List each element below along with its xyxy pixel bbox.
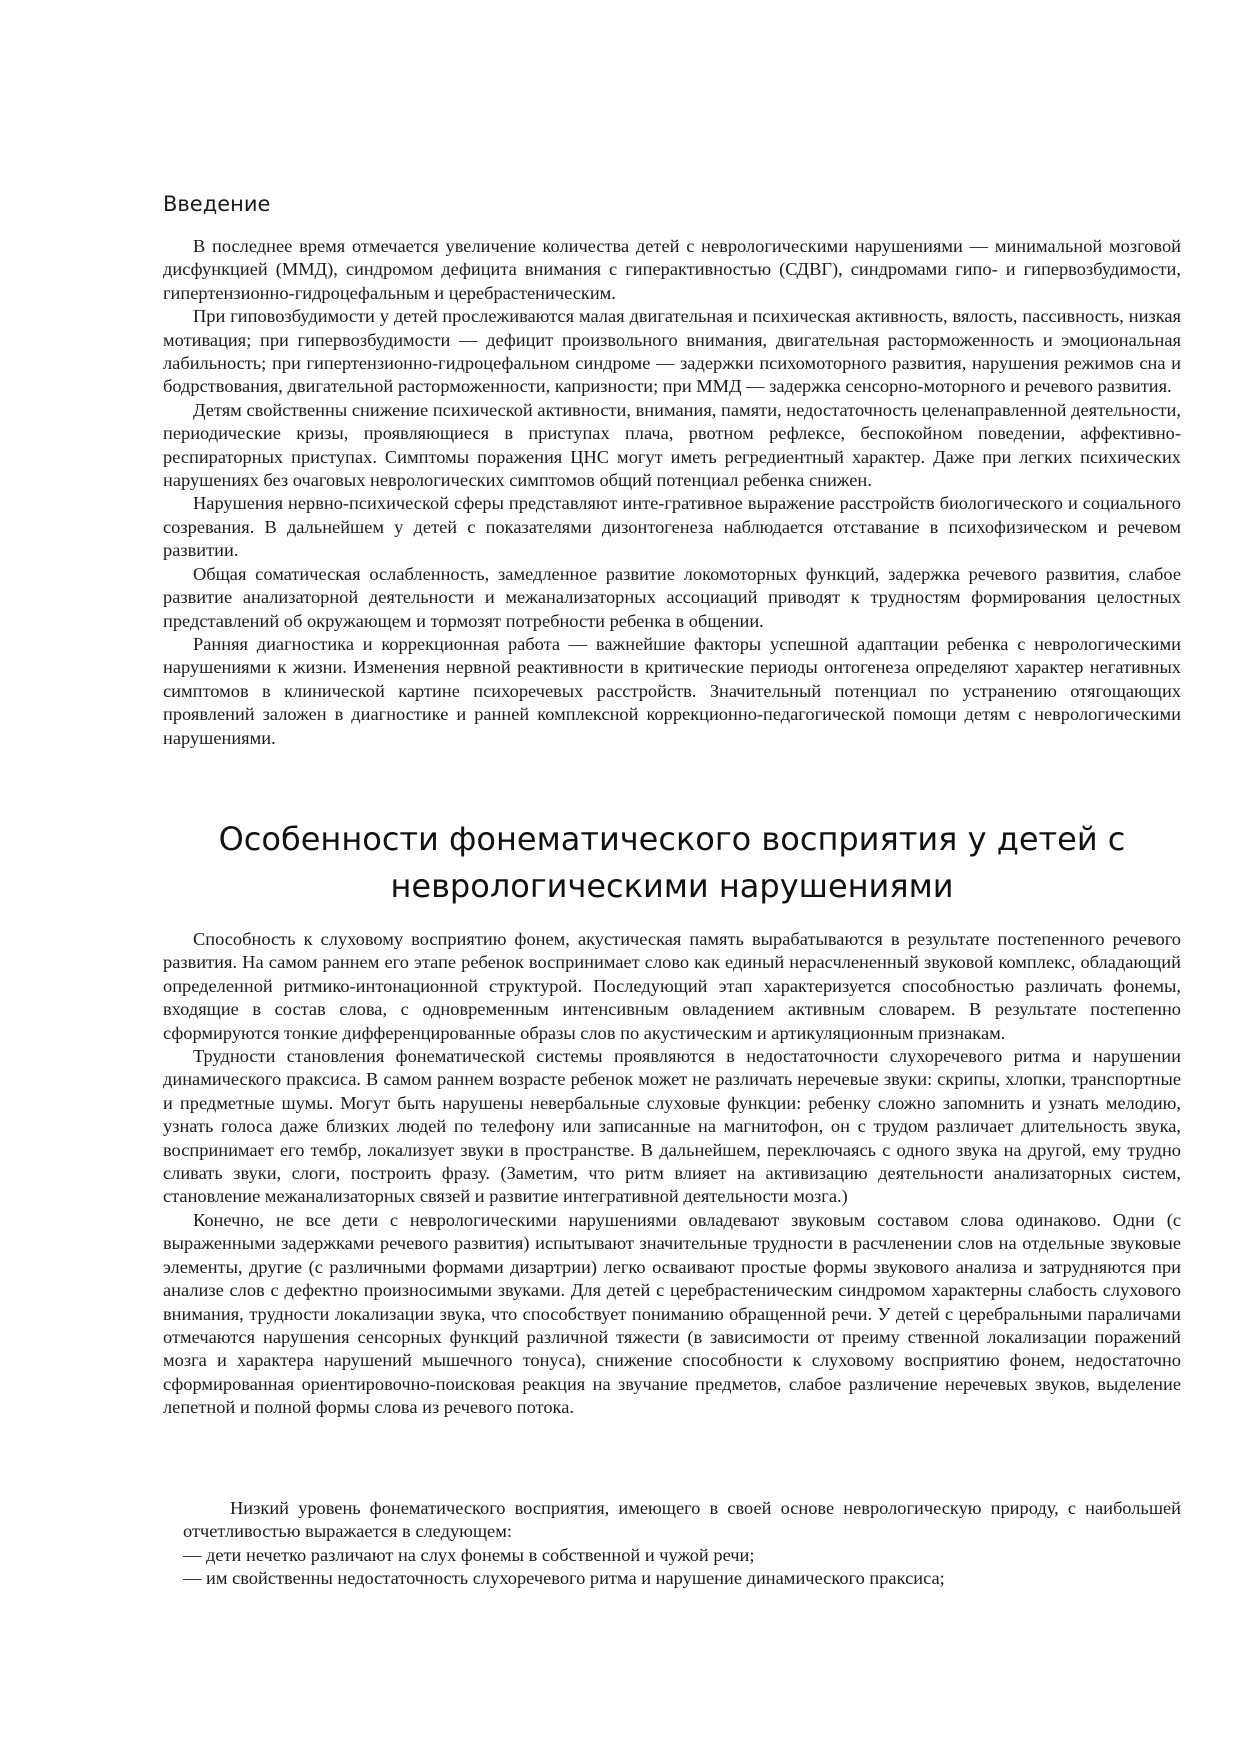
- section-text: [163, 928, 1181, 1420]
- section-paragraph: Конечно, не все дети с неврологическими нарушениями овладевают звуковым составом слова одинаково. Одни (с выраженными задержками речевого развития) испытывают значительные трудности в расчленении слов на отдельные звуковые элементы, другие (с различными формами дизартрии) легко осваивают простые формы звукового анализа и затрудняются при анализе слов с дефектно произносимыми звуками. Для детей с церебрастеническим синдромом характерны слабость слухового внимания, трудности локализации звука, что способствует пониманию обращенной речи. У детей с церебральными параличами отмечаются нарушения сенсорных функций различной тяжести (в зависимости от преиму ственной локализации поражений мозга и характера нарушений мышечного тонуса), снижение способности к слуховому восприятию фонем, недостаточно сформированная ориентировочно-поисковая реакция на звучание предметов, слабое различение неречевых звуков, выделение лепетной и полной формы слова из речевого потока.: [163, 1209, 1181, 1418]
- intro-paragraph: В последнее время отмечается увеличение количества детей с неврологическими нарушениями — минимальной мозговой дисфункцией (ММД), синдромом дефицита внимания с гиперактивностью (СДВГ), синдромами гипо- и гипервозбудимости, гипертензионно-гидроцефальным и церебрастеническим.: [163, 236, 1181, 303]
- section-title-line: неврологическими нарушениями: [390, 867, 954, 905]
- intro-paragraph: Общая соматическая ослабленность, замедленное развитие локомоторных функций, задержка речевого развития, слабое развитие анализаторной деятельности и межанализаторных ассоциаций приводят к трудностям формирования целостных представлений об окружающем и тормозят потребности ребенка в общении.: [163, 563, 1181, 631]
- section-title: [163, 816, 1181, 910]
- intro-paragraph: Нарушения нервно-психической сферы представляют инте-гративное выражение расстройств биологического и социального созревания. В дальнейшем у детей с показателями дизонтогенеза наблюдается отставание в психофизическом и речевом развитии.: [163, 493, 1181, 561]
- list-item: — дети нечетко различают на слух фонемы в собственной и чужой речи;: [183, 1544, 755, 1565]
- section-paragraph: Трудности становления фонематической системы проявляются в недостаточности слухоречевого ритма и нарушении динамического праксиса. В самом раннем возрасте ребенок может не различать неречевые звуки: скрипы, хлопки, транспортные и предметные шумы. Могут быть нарушены невербальные слуховые функции: ребенку сложно запомнить и узнать мелодию, узнать голоса даже близких людей по телефону или записанные на магнитофон, он с трудом различает длительность звука, воспринимает его тембр, локализует звуки в пространстве. В дальнейшем, переключаясь с одного звука на другой, ему трудно сливать звуки, слоги, построить фразу. (Заметим, что ритм влияет на активизацию деятельности анализаторных систем, становление межанализаторных связей и развитие интегративной деятельности мозга.): [163, 1046, 1181, 1207]
- intro-text: [163, 235, 1181, 750]
- section-paragraph: Способность к слуховому восприятию фонем, акустическая память вырабатываются в результате постепенного речевого развития. На самом раннем его этапе ребенок воспринимает слово как единый нерасчлененный звуковой комплекс, обладающий определенной ритмико-интонационной структурой. Последующий этап характеризуется способностью различать фонемы, входящие в состав слова, с одновременным интенсивным овладением активным словарем. В результате постепенно сформируются тонкие дифференцированные образы слов по акустическим и артикуляционным признакам.: [163, 929, 1181, 1043]
- intro-paragraph: Ранняя диагностика и коррекционная работа — важнейшие факторы успешной адаптации ребенка с неврологическими нарушениями к жизни. Изменения нервной реактивности в критические периоды онтогенеза определяют характер негативных симптомов в клинической картине психоречевых расстройств. Значительный потенциал по устранению отягощающих проявлений заложен в диагностике и ранней комплексной коррекционно-педагогической помощи детям с неврологическими нарушениями.: [163, 633, 1181, 748]
- section-title-line: Особенности фонематического восприятия у детей с: [218, 820, 1126, 858]
- list-item: — им свойственны недостаточность слухоречевого ритма и нарушение динамического праксиса;: [183, 1568, 945, 1589]
- list-lead: Низкий уровень фонематического восприятия, имеющего в своей основе неврологическую природу, с наибольшей отчетливостью выражается в следующем:: [183, 1498, 1181, 1542]
- intro-heading: Введение: [163, 192, 271, 216]
- symptom-list: [163, 1497, 1181, 1591]
- intro-paragraph: При гиповозбудимости у детей прослеживаются малая двигательная и психическая активность, вялость, пассивность, низкая мотивация; при гипервозбудимости — дефицит произвольного внимания, двигательная расторможенность и эмоциональная лабильность; при гипертензионно-гидроцефальном синдроме — задержки психомоторного развития, нарушения режимов сна и бодрствования, двигательной расторможенности, капризности; при ММД — задержка сенсорно-моторного и речевого развития.: [163, 306, 1181, 397]
- intro-paragraph: Детям свойственны снижение психической активности, внимания, памяти, недостаточность целенаправленной деятельности, периодические кризы, проявляющиеся в приступах плача, рвотном рефлексе, беспокойном поведении, аффективно-респираторных приступах. Симптомы поражения ЦНС могут иметь регредиентный характер. Даже при легких психических нарушениях без очаговых неврологических симптомов общий потенциал ребенка снижен.: [163, 399, 1181, 491]
